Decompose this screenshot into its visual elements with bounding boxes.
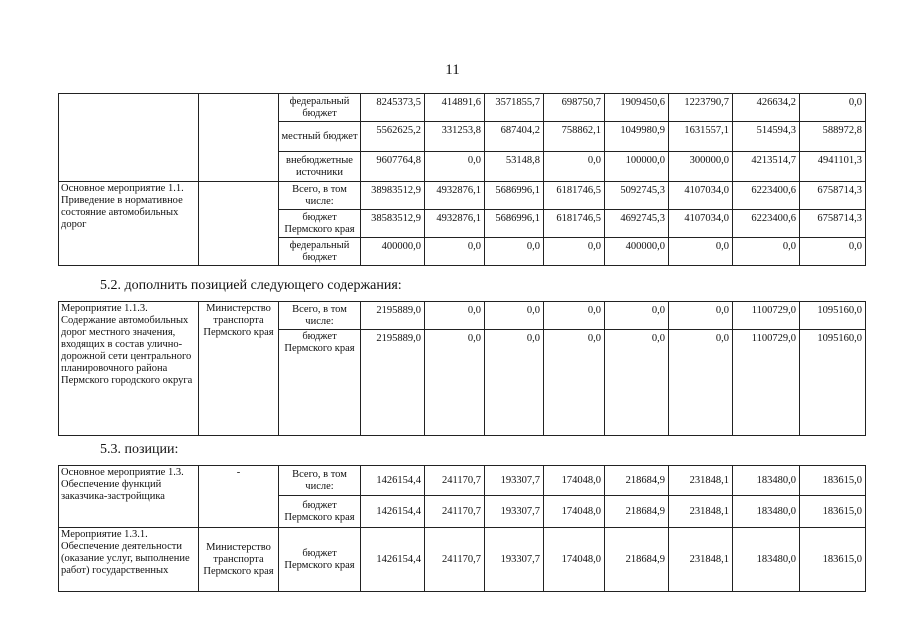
value-cell: 0,0	[669, 238, 733, 266]
value-cell: 4941101,3	[800, 152, 866, 182]
value-cell: 0,0	[669, 330, 733, 436]
value-cell: 241170,7	[425, 528, 485, 592]
value-cell: 241170,7	[425, 496, 485, 528]
positions-table	[58, 465, 866, 592]
value-cell: 0,0	[800, 94, 866, 122]
value-cell: 0,0	[605, 330, 669, 436]
value-cell: 183480,0	[733, 496, 800, 528]
funding-source: местный бюджет	[279, 122, 361, 152]
value-cell: 5686996,1	[485, 210, 544, 238]
value-cell: 3571855,7	[485, 94, 544, 122]
value-cell: 8245373,5	[361, 94, 425, 122]
section-heading-5-3: 5.3. позиции:	[100, 442, 179, 457]
value-cell: 183615,0	[800, 496, 866, 528]
funding-source: федеральный бюджет	[279, 94, 361, 122]
funding-source: бюджет Пермского края	[279, 528, 361, 592]
value-cell: 231848,1	[669, 528, 733, 592]
activity-title: Основное мероприятие 1.3. Обеспечение функций заказчика-застройщика	[59, 466, 199, 528]
value-cell: 5686996,1	[485, 182, 544, 210]
value-cell: 331253,8	[425, 122, 485, 152]
value-cell: 174048,0	[544, 496, 605, 528]
value-cell: 174048,0	[544, 466, 605, 496]
value-cell: 0,0	[733, 238, 800, 266]
value-cell: 400000,0	[605, 238, 669, 266]
empty-title-cell	[59, 94, 199, 182]
value-cell: 1426154,4	[361, 466, 425, 496]
value-cell: 241170,7	[425, 466, 485, 496]
value-cell: 0,0	[425, 152, 485, 182]
value-cell: 6181746,5	[544, 210, 605, 238]
value-cell: 0,0	[425, 330, 485, 436]
activity-title: Мероприятие 1.3.1. Обеспечение деятельности (оказание услуг, выполнение работ) государственных	[59, 528, 199, 592]
value-cell: 6181746,5	[544, 182, 605, 210]
activity-title: Мероприятие 1.1.3. Содержание автомобильных дорог местного значения, входящих в состав улично-дорожной сети центрального планировочного района Пермского городского округа	[59, 302, 199, 436]
empty-executor-cell	[199, 182, 279, 266]
value-cell: 698750,7	[544, 94, 605, 122]
value-cell: 5562625,2	[361, 122, 425, 152]
value-cell: 1095160,0	[800, 330, 866, 436]
value-cell: 1095160,0	[800, 302, 866, 330]
value-cell: 4692745,3	[605, 210, 669, 238]
value-cell: 414891,6	[425, 94, 485, 122]
value-cell: 5092745,3	[605, 182, 669, 210]
value-cell: 1426154,4	[361, 528, 425, 592]
new-activity-table	[58, 301, 866, 436]
funding-source: федеральный бюджет	[279, 238, 361, 266]
value-cell: 0,0	[425, 302, 485, 330]
value-cell: 0,0	[544, 330, 605, 436]
value-cell: 231848,1	[669, 496, 733, 528]
funding-source: внебюджетные источники	[279, 152, 361, 182]
value-cell: 0,0	[544, 302, 605, 330]
value-cell: 0,0	[605, 302, 669, 330]
value-cell: 0,0	[669, 302, 733, 330]
value-cell: 218684,9	[605, 496, 669, 528]
value-cell: 0,0	[544, 238, 605, 266]
value-cell: 231848,1	[669, 466, 733, 496]
executor: Министерство транспорта Пермского края	[199, 528, 279, 592]
value-cell: 6223400,6	[733, 182, 800, 210]
value-cell: 100000,0	[605, 152, 669, 182]
value-cell: 6758714,3	[800, 210, 866, 238]
value-cell: 514594,3	[733, 122, 800, 152]
value-cell: 4107034,0	[669, 210, 733, 238]
value-cell: 687404,2	[485, 122, 544, 152]
value-cell: 38583512,9	[361, 210, 425, 238]
value-cell: 0,0	[800, 238, 866, 266]
value-cell: 183480,0	[733, 466, 800, 496]
value-cell: 38983512,9	[361, 182, 425, 210]
value-cell: 300000,0	[669, 152, 733, 182]
value-cell: 0,0	[425, 238, 485, 266]
value-cell: 6758714,3	[800, 182, 866, 210]
value-cell: 400000,0	[361, 238, 425, 266]
value-cell: 4932876,1	[425, 182, 485, 210]
budget-table-continuation	[58, 93, 866, 266]
section-heading-5-2: 5.2. дополнить позицией следующего содержания:	[100, 278, 402, 293]
value-cell: 1426154,4	[361, 496, 425, 528]
value-cell: 1049980,9	[605, 122, 669, 152]
value-cell: 588972,8	[800, 122, 866, 152]
value-cell: 2195889,0	[361, 330, 425, 436]
value-cell: 9607764,8	[361, 152, 425, 182]
value-cell: 426634,2	[733, 94, 800, 122]
value-cell: 218684,9	[605, 466, 669, 496]
value-cell: 183615,0	[800, 528, 866, 592]
value-cell: 174048,0	[544, 528, 605, 592]
page-number: 11	[445, 62, 460, 78]
value-cell: 4107034,0	[669, 182, 733, 210]
value-cell: 1909450,6	[605, 94, 669, 122]
value-cell: 758862,1	[544, 122, 605, 152]
activity-title: Основное мероприятие 1.1. Приведение в нормативное состояние автомобильных дорог	[59, 182, 199, 266]
value-cell: 1631557,1	[669, 122, 733, 152]
value-cell: 193307,7	[485, 496, 544, 528]
value-cell: 183615,0	[800, 466, 866, 496]
value-cell: 0,0	[485, 330, 544, 436]
value-cell: 6223400,6	[733, 210, 800, 238]
funding-source: Всего, в том числе:	[279, 182, 361, 210]
value-cell: 0,0	[485, 302, 544, 330]
funding-source: бюджет Пермского края	[279, 210, 361, 238]
value-cell: 1223790,7	[669, 94, 733, 122]
value-cell: 0,0	[485, 238, 544, 266]
funding-source: бюджет Пермского края	[279, 330, 361, 436]
value-cell: 4213514,7	[733, 152, 800, 182]
value-cell: 53148,8	[485, 152, 544, 182]
funding-source: бюджет Пермского края	[279, 496, 361, 528]
value-cell: 0,0	[544, 152, 605, 182]
value-cell: 183480,0	[733, 528, 800, 592]
funding-source: Всего, в том числе:	[279, 466, 361, 496]
value-cell: 1100729,0	[733, 302, 800, 330]
value-cell: 193307,7	[485, 466, 544, 496]
value-cell: 193307,7	[485, 528, 544, 592]
value-cell: 2195889,0	[361, 302, 425, 330]
value-cell: 1100729,0	[733, 330, 800, 436]
value-cell: 4932876,1	[425, 210, 485, 238]
executor: Министерство транспорта Пермского края	[199, 302, 279, 436]
executor: -	[199, 466, 279, 528]
value-cell: 218684,9	[605, 528, 669, 592]
empty-executor-cell	[199, 94, 279, 182]
funding-source: Всего, в том числе:	[279, 302, 361, 330]
